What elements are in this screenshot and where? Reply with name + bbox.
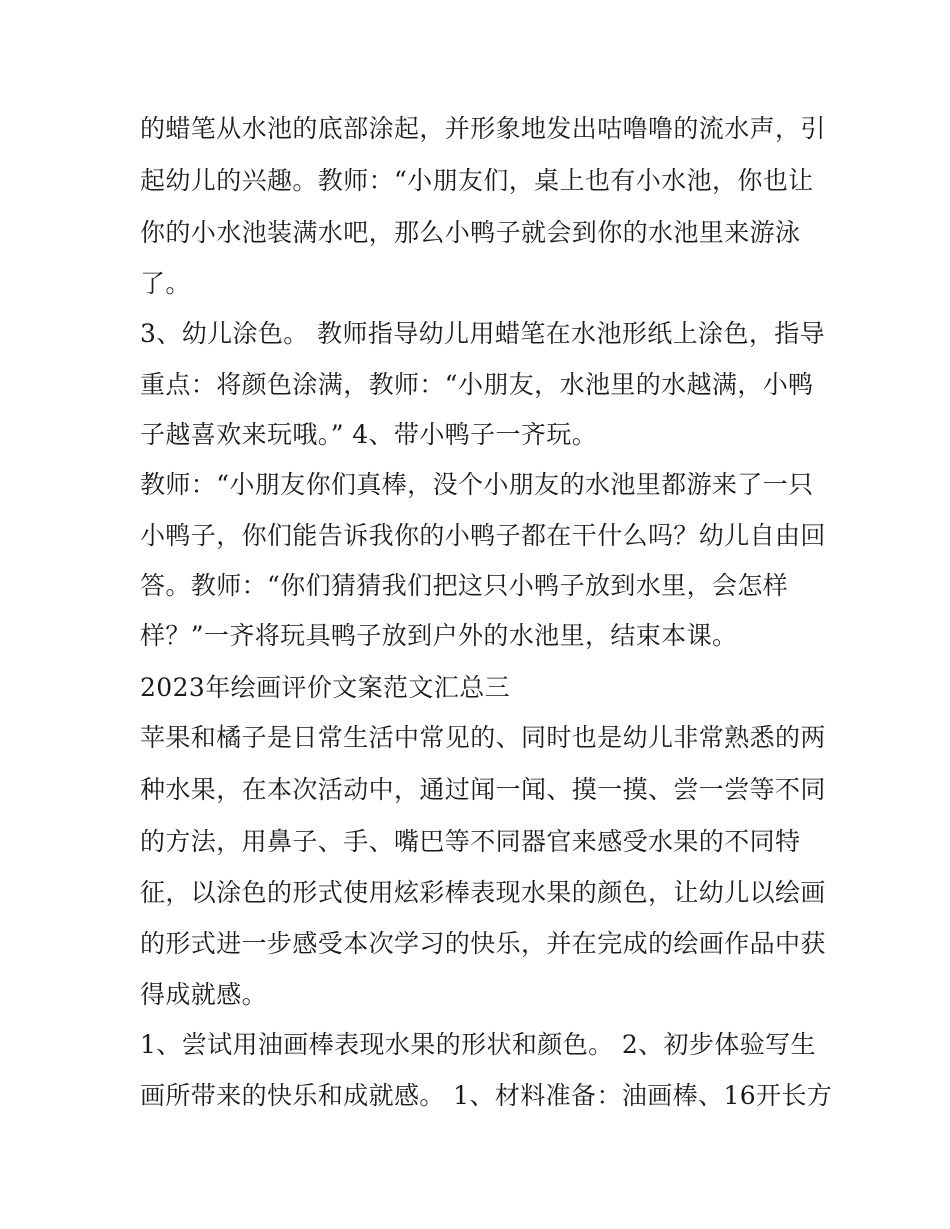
text-line: 了。 bbox=[140, 269, 191, 298]
text-line: 得成就感。 bbox=[140, 980, 268, 1009]
text-line: 答。教师：“你们猜猜我们把这只小鸭子放到水里，会怎样 bbox=[140, 571, 789, 600]
text-line: 种水果，在本次活动中，通过闻一闻、摸一摸、尝一尝等不同 bbox=[140, 775, 826, 804]
text-line: 起幼儿的兴趣。教师：“小朋友们，桌上也有小水池，你也让 bbox=[140, 166, 814, 195]
text-line: 重点：将颜色涂满，教师：“小朋友，水池里的水越满，小鸭 bbox=[140, 370, 814, 399]
text-line: 的方法，用鼻子、手、嘴巴等不同器官来感受水果的不同特 bbox=[140, 827, 801, 856]
text-line: 教师：“小朋友你们真棒，没个小朋友的水池里都游来了一只 bbox=[140, 470, 814, 499]
text-line: 样？”一齐将玩具鸭子放到户外的水池里，结束本课。 bbox=[140, 621, 738, 650]
text-line: 你的小水池装满水吧，那么小鸭子就会到你的水池里来游泳 bbox=[140, 218, 801, 247]
text-line: 的形式进一步感受本次学习的快乐，并在完成的绘画作品中获 bbox=[140, 929, 826, 958]
text-line: 小鸭子，你们能告诉我你的小鸭子都在干什么吗？幼儿自由回 bbox=[140, 521, 826, 550]
text-line: 苹果和橘子是日常生活中常见的、同时也是幼儿非常熟悉的两 bbox=[140, 723, 826, 752]
text-line: 征，以涂色的形式使用炫彩棒表现水果的颜色，让幼儿以绘画 bbox=[140, 878, 826, 907]
section-heading: 2023年绘画评价文案范文汇总三 bbox=[140, 673, 511, 702]
text-line: 的蜡笔从水池的底部涂起，并形象地发出咕噜噜的流水声，引 bbox=[140, 114, 826, 143]
text-line: 3、幼儿涂色。 教师指导幼儿用蜡笔在水池形纸上涂色，指导 bbox=[140, 319, 826, 348]
text-line: 画所带来的快乐和成就感。 1、材料准备：油画棒、16开长方 bbox=[140, 1081, 833, 1110]
text-line: 子越喜欢来玩哦。” 4、带小鸭子一齐玩。 bbox=[140, 420, 598, 449]
text-line: 1、尝试用油画棒表现水果的形状和颜色。 2、初步体验写生 bbox=[140, 1030, 816, 1059]
